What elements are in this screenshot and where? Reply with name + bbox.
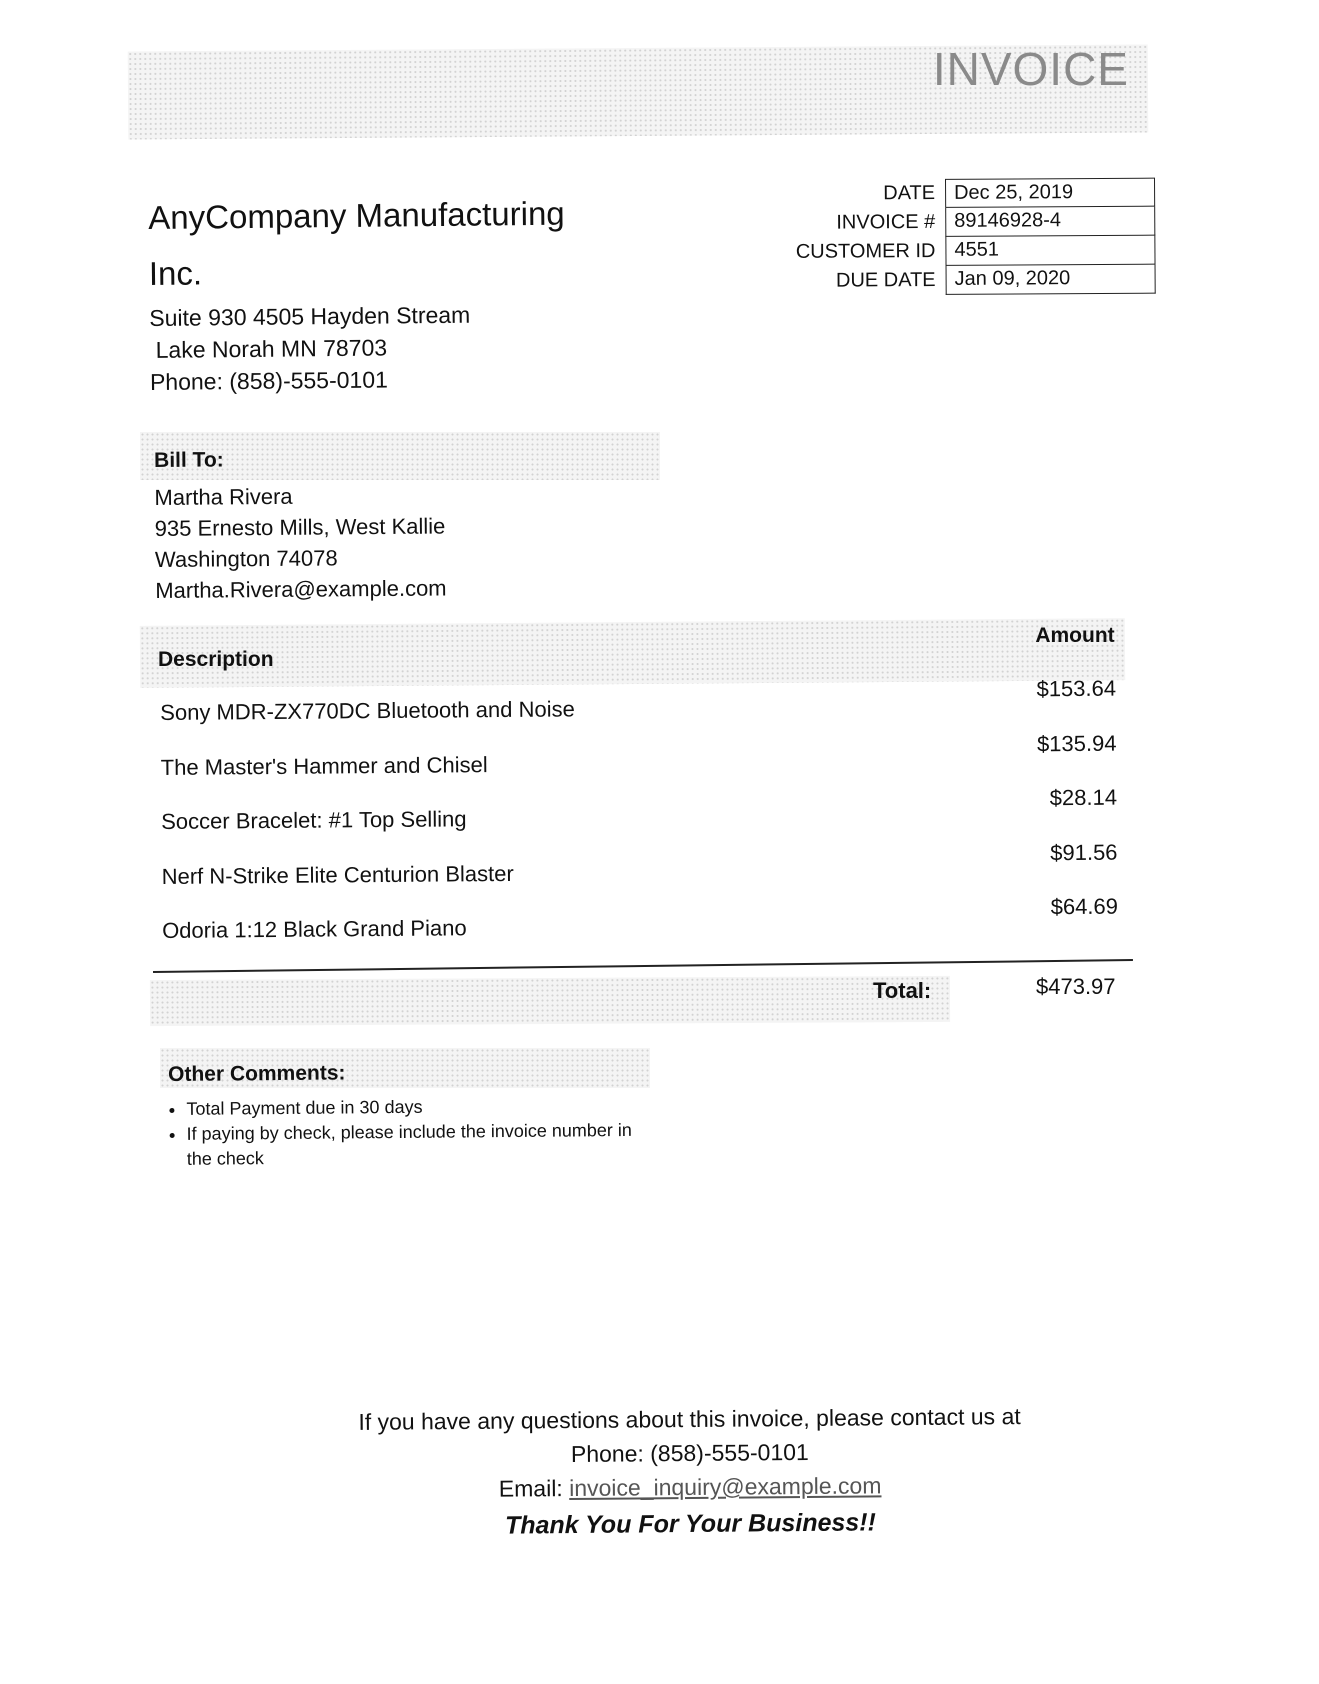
item-description: Sony MDR-ZX770DC Bluetooth and Noise bbox=[160, 696, 575, 725]
meta-value: 89146928-4 bbox=[945, 207, 1155, 237]
comments-list bbox=[168, 1093, 657, 1172]
meta-label: DUE DATE bbox=[835, 268, 936, 292]
total-value: $473.97 bbox=[1036, 974, 1116, 999]
item-description: Soccer Bracelet: #1 Top Selling bbox=[161, 806, 467, 834]
item-amount: $64.69 bbox=[1050, 893, 1119, 920]
total-label: Total: bbox=[873, 978, 932, 1003]
item-amount: $153.64 bbox=[1036, 675, 1117, 702]
footer-phone: Phone: (858)-555-0101 bbox=[570, 1438, 809, 1468]
footer-email-link[interactable]: invoice_inquiry@example.com bbox=[569, 1472, 882, 1502]
meta-value: Dec 25, 2019 bbox=[945, 178, 1155, 208]
column-header-amount: Amount bbox=[1035, 624, 1115, 647]
company-phone: Phone: (858)-555-0101 bbox=[149, 366, 388, 395]
meta-value: 4551 bbox=[945, 236, 1155, 266]
item-description: Odoria 1:12 Black Grand Piano bbox=[162, 915, 467, 943]
total-divider bbox=[153, 959, 1133, 973]
footer-email-line bbox=[250, 1466, 1130, 1508]
company-address-line2: Lake Norah MN 78703 bbox=[155, 334, 388, 363]
comments-block bbox=[168, 1059, 657, 1172]
bill-to-address-line1: 935 Ernesto Mills, West Kallie bbox=[154, 513, 446, 541]
meta-value: Jan 09, 2020 bbox=[946, 265, 1156, 295]
table-row bbox=[158, 732, 1138, 795]
bill-to-title: Bill To: bbox=[154, 448, 224, 472]
meta-row bbox=[770, 207, 1155, 238]
item-amount: $135.94 bbox=[1036, 730, 1117, 756]
company-address-line1: Suite 930 4505 Hayden Stream bbox=[149, 301, 471, 331]
document-title: INVOICE bbox=[932, 43, 1129, 95]
table-row bbox=[159, 841, 1139, 904]
item-amount: $28.14 bbox=[1049, 784, 1118, 811]
item-description: Nerf N-Strike Elite Centurion Blaster bbox=[161, 860, 514, 889]
item-description: The Master's Hammer and Chisel bbox=[160, 751, 488, 780]
table-row bbox=[160, 895, 1140, 958]
thank-you-message: Thank You For Your Business!! bbox=[504, 1508, 877, 1540]
table-row bbox=[158, 677, 1138, 740]
bill-to-block bbox=[154, 443, 447, 606]
item-amount: $91.56 bbox=[1050, 839, 1118, 865]
meta-row bbox=[770, 236, 1155, 267]
bill-to-email: Martha.Rivera@example.com bbox=[155, 575, 447, 603]
meta-row bbox=[771, 265, 1156, 296]
comment-item: • If paying by check, please include the invoice number in the check bbox=[187, 1118, 657, 1172]
table-header-band bbox=[140, 618, 1125, 688]
invoice-meta-table bbox=[770, 178, 1156, 296]
footer-contact-line: If you have any questions about this invoice, please contact us at bbox=[358, 1403, 1021, 1435]
comments-title: Other Comments: bbox=[168, 1061, 346, 1086]
column-header-description: Description bbox=[158, 648, 274, 671]
table-row bbox=[159, 786, 1139, 849]
company-block bbox=[148, 185, 620, 398]
meta-label: INVOICE # bbox=[836, 210, 936, 234]
line-items bbox=[158, 677, 1140, 958]
bill-to-address-line2: Washington 74078 bbox=[154, 545, 338, 572]
footer-email-label: Email: bbox=[498, 1475, 570, 1502]
bill-to-name: Martha Rivera bbox=[154, 483, 293, 510]
comment-item: • Total Payment due in 30 days bbox=[186, 1093, 656, 1122]
meta-row bbox=[770, 178, 1155, 209]
meta-label: CUSTOMER ID bbox=[795, 239, 936, 263]
meta-label: DATE bbox=[883, 181, 936, 205]
company-name: AnyCompany Manufacturing Inc. bbox=[148, 194, 565, 292]
total-band bbox=[150, 976, 950, 1026]
footer bbox=[249, 1398, 1130, 1546]
